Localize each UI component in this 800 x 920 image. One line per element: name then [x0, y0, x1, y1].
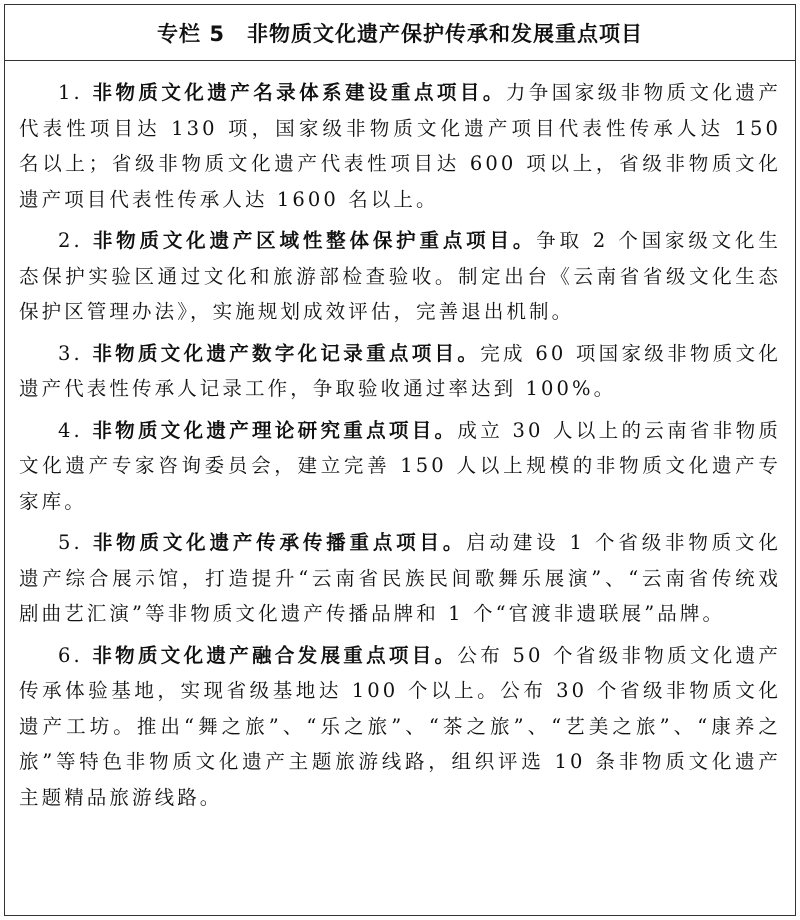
item-number: 3. — [58, 341, 83, 365]
item-number: 2. — [58, 229, 83, 252]
item-number: 6. — [58, 643, 83, 667]
column-title: 非物质文化遗产保护传承和发展重点项目 — [246, 21, 643, 46]
item-paragraph — [19, 223, 781, 330]
item-paragraph — [19, 525, 781, 632]
item-text: 争取 2 个国家级文化生态保护实验区通过文化和旅游部检查验收。制定出台《云南省省级文化生态保护区管理办法》，实施规划成效评估，完善退出机制。 — [19, 229, 781, 323]
item-paragraph — [19, 336, 781, 407]
item-text: 力争国家级非物质文化遗产代表性项目达 130 项，国家级非物质文化遗产项目代表性传承人达 150 名以上；省级非物质文化遗产代表性项目达 600 项以上，省级非物质文化遗产项目代表性传承人达 1600 名以上。 — [19, 81, 781, 211]
item-lead: 非物质文化遗产名录体系建设重点项目。 — [92, 81, 506, 104]
item-text: 成立 30 人以上的云南省非物质文化遗产专家咨询委员会，建立完善 150 人以上规模的非物质文化遗产专家库。 — [19, 418, 781, 513]
item-paragraph — [19, 413, 781, 520]
column-header — [5, 5, 795, 61]
item-lead: 非物质文化遗产区域性整体保护重点项目。 — [92, 229, 537, 252]
item-lead: 非物质文化遗产传承传播重点项目。 — [92, 531, 467, 554]
column-box — [4, 4, 796, 916]
item-lead: 非物质文化遗产理论研究重点项目。 — [92, 418, 458, 442]
item-text: 启动建设 1 个省级非物质文化遗产综合展示馆，打造提升“云南省民族民间歌舞乐展演”、“云南省传统戏剧曲艺汇演”等非物质文化遗产传播品牌和 1 个“官渡非遗联展”品牌。 — [19, 531, 781, 625]
item-paragraph — [19, 75, 781, 217]
column-body — [5, 61, 795, 815]
item-number: 4. — [58, 418, 83, 442]
item-text: 完成 60 项国家级非物质文化遗产代表性传承人记录工作，争取验收通过率达到 100%。 — [19, 341, 781, 400]
item-number: 5. — [58, 531, 83, 554]
item-paragraph — [19, 638, 781, 816]
item-text: 公布 50 个省级非物质文化遗产传承体验基地，实现省级基地达 100 个以上。公布 30 个省级非物质文化遗产工坊。推出“舞之旅”、“乐之旅”、“茶之旅”、“艺美之旅”、“康养之旅”等特色非物质文化遗产主题旅游线路，组织评选 10 条非物质文化遗产主题精品旅游线路。 — [19, 643, 781, 809]
column-label: 专栏 5 — [157, 21, 225, 46]
item-lead: 非物质文化遗产数字化记录重点项目。 — [92, 341, 481, 365]
item-lead: 非物质文化遗产融合发展重点项目。 — [92, 643, 458, 667]
item-number: 1. — [58, 81, 83, 104]
